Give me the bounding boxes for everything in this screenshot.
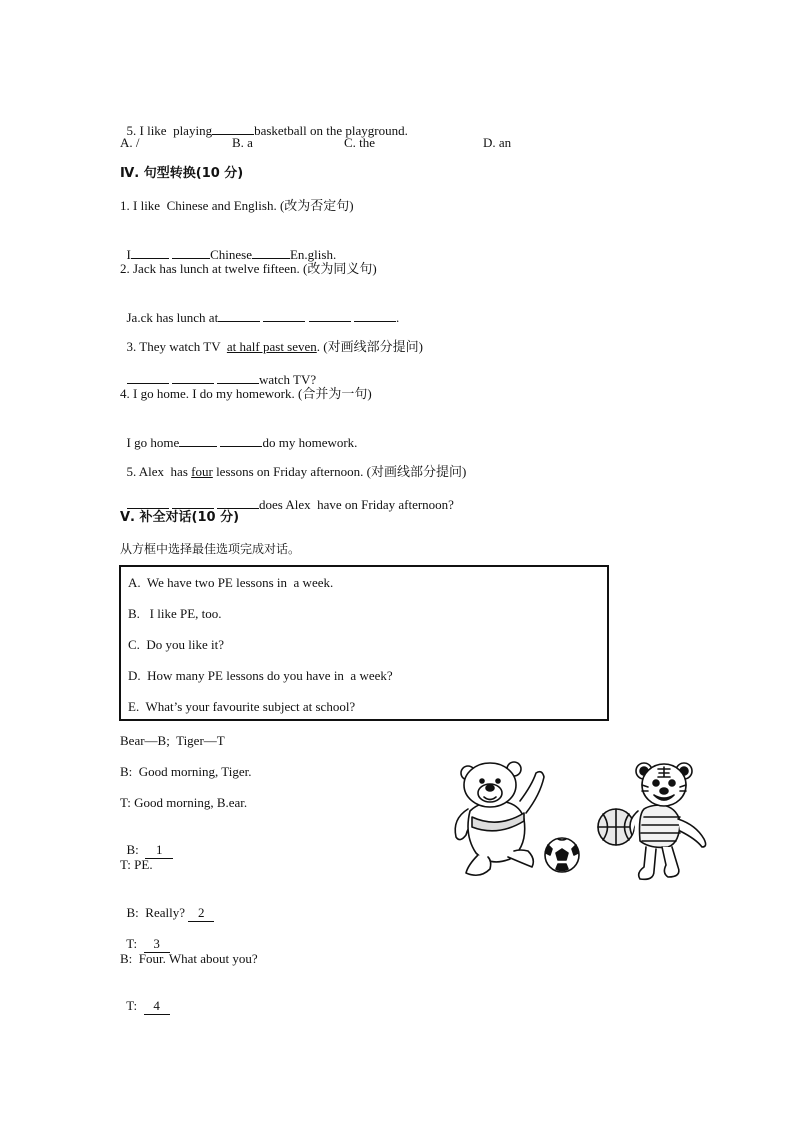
answer-blank[interactable] bbox=[217, 495, 259, 509]
question-text: 3. They watch TV bbox=[126, 339, 227, 354]
s4-q3 bbox=[120, 323, 423, 355]
question-5-stem-a: 5. I like playing bbox=[126, 123, 213, 138]
section-5-title: Ⅴ. 补全对话(10 分) bbox=[120, 510, 240, 525]
soccer-ball-icon bbox=[545, 838, 579, 872]
dialogue-speaker: B: Really? bbox=[126, 905, 189, 920]
s4-q5 bbox=[120, 448, 466, 480]
underlined-phrase: four bbox=[191, 464, 213, 479]
answer-text: . bbox=[395, 310, 400, 325]
s4-q5-answer bbox=[120, 479, 454, 513]
dialogue-blank-1[interactable]: 1 bbox=[145, 842, 173, 859]
question-5-stem-b: basketball on the playground. bbox=[254, 123, 408, 138]
answer-blank[interactable] bbox=[127, 495, 169, 509]
dialogue-blank-3[interactable]: 3 bbox=[144, 936, 170, 953]
box-option-b: B. I like PE, too. bbox=[128, 606, 222, 621]
answer-prefix: I bbox=[126, 247, 131, 262]
s4-q4: 4. I go home. I do my homework. (合并为一句) bbox=[120, 386, 372, 401]
dialogue-blank-4[interactable]: 4 bbox=[144, 998, 170, 1015]
question-5-line bbox=[120, 105, 408, 139]
s4-q4-answer bbox=[120, 417, 357, 451]
box-option-a: A. We have two PE lessons in a week. bbox=[128, 575, 334, 590]
dialogue-speaker: T: bbox=[126, 936, 144, 951]
dialogue-speaker: T: bbox=[126, 998, 144, 1013]
option-d: D. an bbox=[483, 135, 512, 150]
dialogue-line: T: Good morning, B.ear. bbox=[120, 795, 248, 810]
option-c: C. the bbox=[344, 135, 376, 150]
dialogue-blank-2[interactable]: 2 bbox=[188, 905, 214, 922]
dialogue-line bbox=[120, 826, 173, 859]
answer-prefix: I go home bbox=[126, 435, 180, 450]
answer-prefix: Ja.ck has lunch at bbox=[126, 310, 219, 325]
options-box bbox=[119, 565, 609, 721]
answer-blank[interactable] bbox=[172, 245, 210, 259]
box-option-c: C. Do you like it? bbox=[128, 637, 225, 652]
tiger-figure bbox=[630, 763, 706, 879]
answer-text: do my homework. bbox=[262, 435, 358, 450]
answer-blank[interactable] bbox=[220, 433, 262, 447]
question-text: . (对画线部分提问) bbox=[316, 339, 423, 354]
s4-q3-answer bbox=[120, 354, 316, 388]
answer-text: watch TV? bbox=[259, 372, 317, 387]
option-b: B. a bbox=[232, 135, 253, 150]
option-a: A. / bbox=[120, 135, 140, 150]
section-4-title: Ⅳ. 句型转换(10 分) bbox=[120, 166, 244, 181]
section-5-instruction: 从方框中选择最佳选项完成对话。 bbox=[120, 542, 301, 556]
answer-blank[interactable] bbox=[172, 370, 214, 384]
s4-q2-answer bbox=[120, 292, 399, 326]
answer-blank[interactable] bbox=[309, 308, 351, 322]
answer-text: Chinese bbox=[210, 247, 252, 262]
dialogue-line bbox=[120, 920, 170, 953]
answer-blank[interactable] bbox=[217, 370, 259, 384]
s4-q1-answer bbox=[120, 229, 336, 263]
answer-text: does Alex have on Friday afternoon? bbox=[259, 497, 454, 512]
dialogue-line: B: Good morning, Tiger. bbox=[120, 764, 252, 779]
dialogue-line: B: Four. What about you? bbox=[120, 951, 258, 966]
question-text: lessons on Friday afternoon. (对画线部分提问) bbox=[212, 464, 467, 479]
s4-q1: 1. I like Chinese and English. (改为否定句) bbox=[120, 198, 354, 213]
s4-q2: 2. Jack has lunch at twelve fifteen. (改为同义句) bbox=[120, 261, 377, 276]
answer-blank[interactable] bbox=[179, 433, 217, 447]
answer-blank[interactable] bbox=[263, 308, 305, 322]
underlined-phrase: at half past seven bbox=[226, 339, 317, 354]
answer-blank[interactable] bbox=[212, 121, 254, 135]
bear-figure bbox=[455, 762, 544, 875]
answer-blank[interactable] bbox=[218, 308, 260, 322]
dialogue-line: T: PE. bbox=[120, 857, 153, 872]
dialogue-line bbox=[120, 889, 214, 922]
dialogue-line bbox=[120, 982, 170, 1015]
basketball-icon bbox=[598, 809, 634, 845]
answer-blank[interactable] bbox=[172, 495, 214, 509]
answer-blank[interactable] bbox=[252, 245, 290, 259]
dialogue-speaker: B: bbox=[126, 842, 146, 857]
roles-line: Bear—B; Tiger—T bbox=[120, 733, 225, 748]
answer-blank[interactable] bbox=[131, 245, 169, 259]
box-option-d: D. How many PE lessons do you have in a week? bbox=[128, 668, 393, 683]
answer-blank[interactable] bbox=[127, 370, 169, 384]
question-text: 5. Alex has bbox=[126, 464, 192, 479]
box-option-e: E. What’s your favourite subject at school? bbox=[128, 699, 356, 714]
answer-blank[interactable] bbox=[354, 308, 396, 322]
answer-text: En.glish. bbox=[289, 247, 337, 262]
bear-tiger-illustration bbox=[440, 755, 712, 885]
